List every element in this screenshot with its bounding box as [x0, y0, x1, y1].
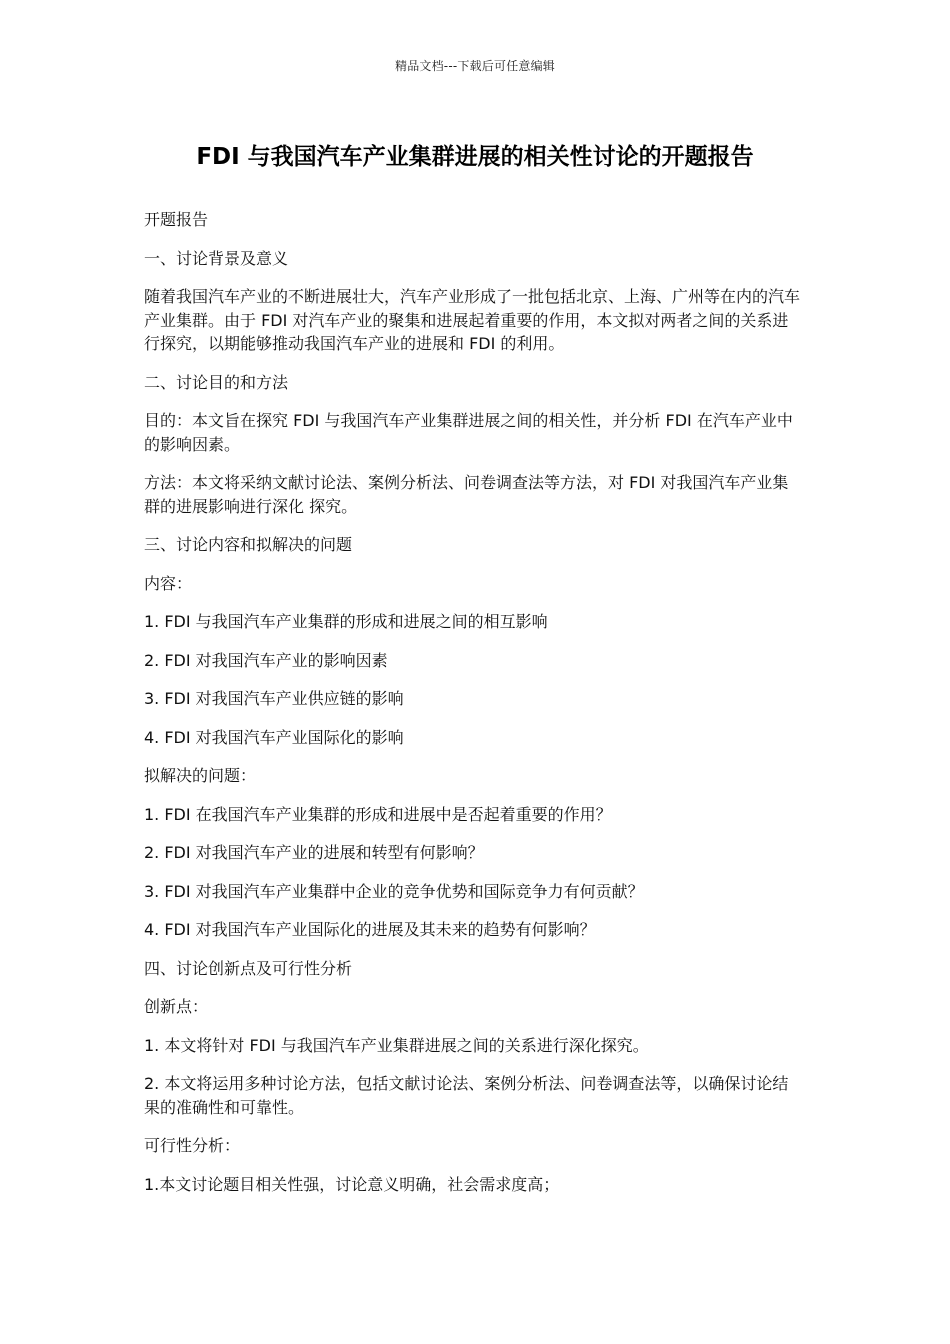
section-heading-background: 一、讨论背景及意义 — [144, 248, 289, 268]
paragraph-background: 随着我国汽车产业的不断进展壮大，汽车产业形成了一批包括北京、上海、广州等在内的汽车产业集群。由于 FDI 对汽车产业的聚集和进展起着重要的作用，本文拟对两者之间的关系进行探究，以期能够推动我国汽车产业的进展和 FDI 的利用。 — [144, 287, 801, 353]
label-problems: 拟解决的问题： — [144, 766, 257, 785]
list-item-content-2: 2. FDI 对我国汽车产业的影响因素 — [144, 650, 388, 670]
label-feasibility: 可行性分析： — [144, 1136, 241, 1155]
section-label-report: 开题报告 — [144, 210, 209, 229]
paragraph-purpose: 目的：本文旨在探究 FDI 与我国汽车产业集群进展之间的相关性，并分析 FDI 在汽车产业中的影响因素。 — [144, 411, 793, 454]
section-heading-innovation-feasibility: 四、讨论创新点及可行性分析 — [144, 958, 353, 978]
list-item-problem-4: 4. FDI 对我国汽车产业国际化的进展及其未来的趋势有何影响？ — [144, 920, 596, 939]
list-item-content-4: 4. FDI 对我国汽车产业国际化的影响 — [144, 727, 404, 747]
document-body — [144, 208, 804, 1211]
list-item-problem-1: 1. FDI 在我国汽车产业集群的形成和进展中是否起着重要的作用？ — [144, 804, 612, 824]
list-item-problem-2: 2. FDI 对我国汽车产业的进展和转型有何影响？ — [144, 843, 484, 862]
document-title: FDI 与我国汽车产业集群进展的相关性讨论的开题报告 — [196, 144, 754, 170]
section-heading-content-problems: 三、讨论内容和拟解决的问题 — [144, 535, 353, 554]
list-item-feasibility-1: 1.本文讨论题目相关性强，讨论意义明确，社会需求度高； — [144, 1174, 560, 1194]
section-heading-purpose-method: 二、讨论目的和方法 — [144, 372, 289, 392]
label-innovation: 创新点： — [144, 997, 209, 1016]
list-item-problem-3: 3. FDI 对我国汽车产业集群中企业的竞争优势和国际竞争力有何贡献？ — [144, 881, 644, 901]
label-content: 内容： — [144, 573, 193, 593]
list-item-innovation-2: 2. 本文将运用多种讨论方法，包括文献讨论法、案例分析法、问卷调查法等，以确保讨论结果的准确性和可靠性。 — [144, 1074, 789, 1117]
list-item-content-3: 3. FDI 对我国汽车产业供应链的影响 — [144, 689, 404, 708]
list-item-innovation-1: 1. 本文将针对 FDI 与我国汽车产业集群进展之间的关系进行深化探究。 — [144, 1035, 649, 1055]
header-note: 精品文档---下载后可任意编辑 — [395, 59, 555, 73]
paragraph-method: 方法：本文将采纳文献讨论法、案例分析法、问卷调查法等方法，对 FDI 对我国汽车产业集群的进展影响进行深化 探究。 — [144, 473, 789, 516]
list-item-content-1: 1. FDI 与我国汽车产业集群的形成和进展之间的相互影响 — [144, 612, 548, 631]
